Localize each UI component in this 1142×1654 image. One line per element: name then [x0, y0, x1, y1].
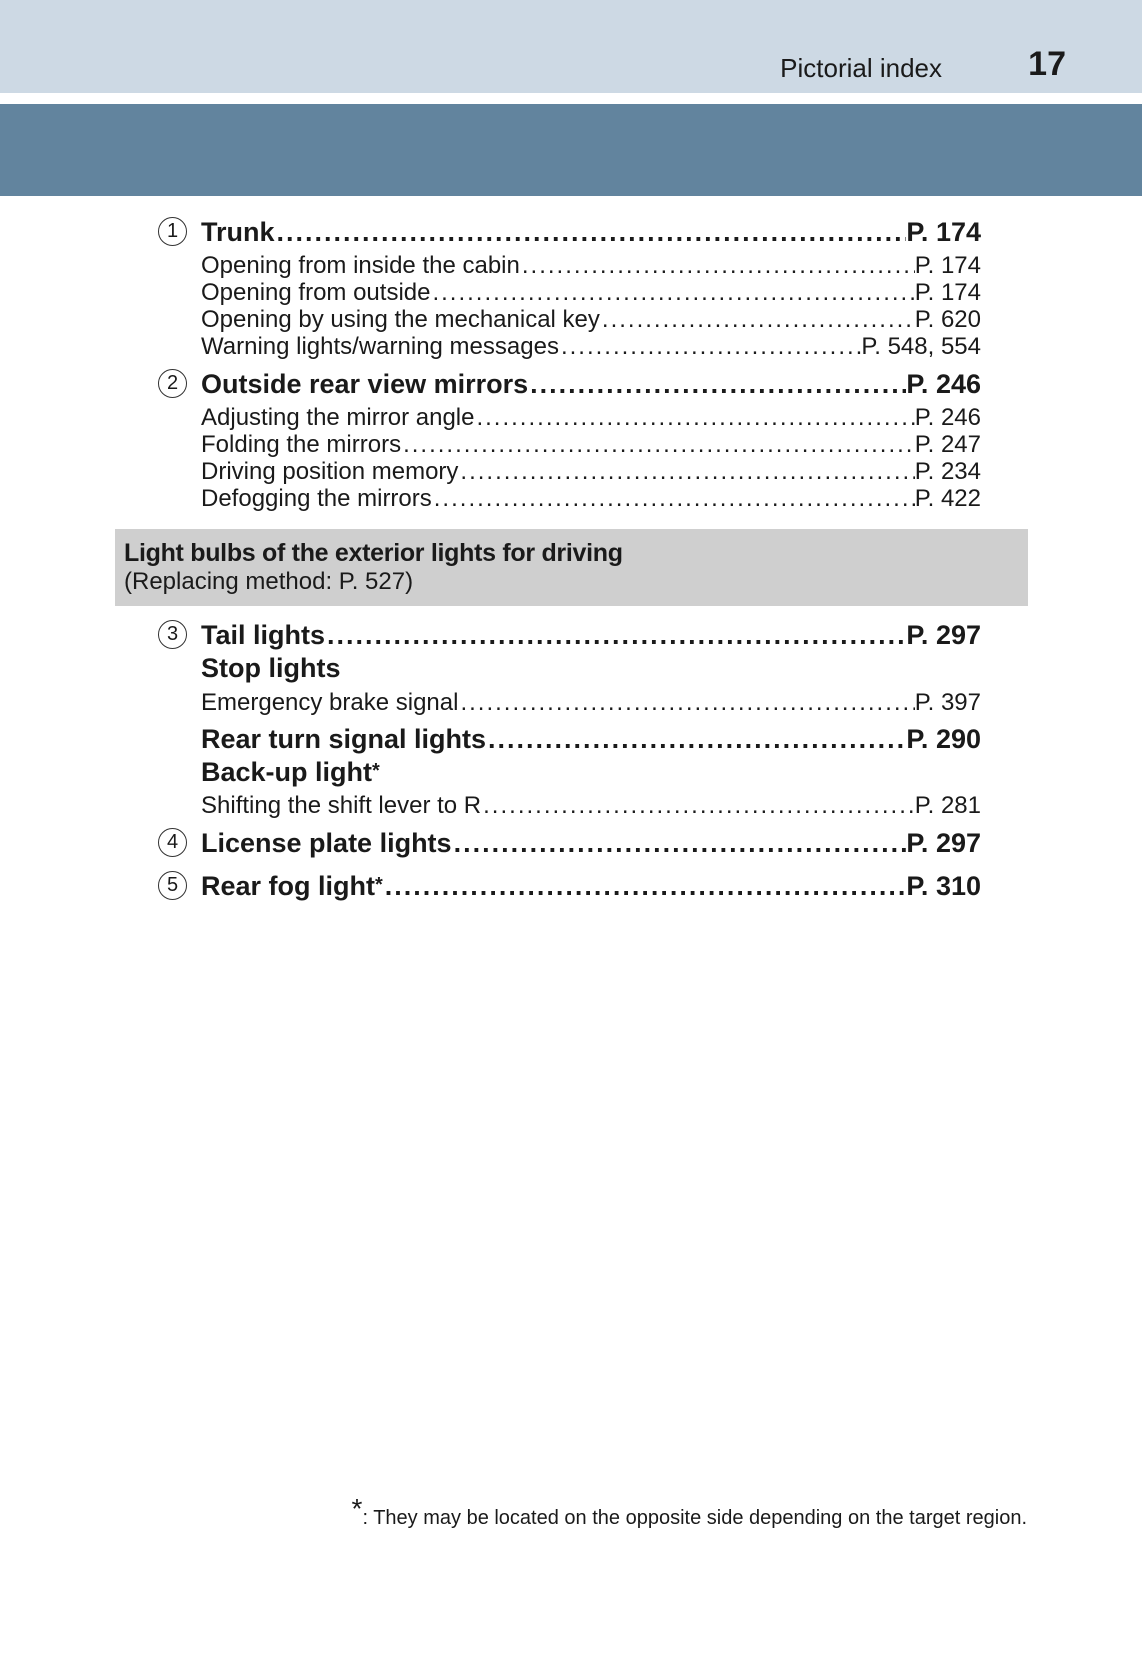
entry-label: Outside rear view mirrors [201, 369, 529, 399]
header-band [0, 0, 1142, 93]
section-header-title: Light bulbs of the exterior lights for driving [124, 539, 623, 567]
index-entry-back-up-light [201, 756, 380, 792]
dot-leader [528, 368, 906, 401]
page-reference[interactable]: P. 281 [914, 792, 981, 819]
entry-label: Back-up light [201, 757, 373, 787]
page-reference[interactable]: P. 297 [906, 620, 981, 650]
index-entry-rear-turn-signal[interactable] [201, 723, 981, 756]
sub-entry[interactable] [201, 485, 981, 512]
dot-leader [520, 252, 915, 279]
dot-leader [275, 216, 907, 249]
entry-label: Opening from inside the cabin [201, 252, 520, 279]
dot-leader [432, 485, 915, 512]
entry-label: Warning lights/warning messages [201, 333, 559, 360]
sub-entry[interactable] [201, 279, 981, 306]
dot-leader [401, 431, 915, 458]
dot-leader [383, 870, 907, 903]
dot-leader [458, 689, 914, 716]
dot-leader [474, 404, 914, 431]
page-reference[interactable]: P. 310 [906, 871, 981, 901]
dot-leader [325, 619, 906, 652]
dot-leader [430, 279, 914, 306]
page-reference[interactable]: P. 397 [914, 689, 981, 716]
sub-entry[interactable] [201, 458, 981, 485]
entry-label: Folding the mirrors [201, 431, 402, 458]
index-entry-license-plate-lights[interactable] [201, 827, 981, 860]
index-entry-outside-mirrors[interactable] [201, 368, 981, 401]
entry-label: Emergency brake signal [201, 689, 459, 716]
asterisk-marker: * [375, 874, 383, 896]
page-reference[interactable]: P. 620 [914, 306, 981, 333]
entry-label: Opening by using the mechanical key [201, 306, 600, 333]
sub-entry[interactable] [201, 333, 981, 360]
entry-label: Rear fog light* [201, 871, 383, 901]
entry-label: Tail lights [201, 620, 326, 650]
callout-number-3: 3 [158, 620, 187, 649]
page-reference[interactable]: P. 246 [914, 404, 981, 431]
dot-leader [486, 723, 906, 756]
sub-entry[interactable] [201, 404, 981, 431]
dot-leader [452, 827, 907, 860]
index-entry-stop-lights: Stop lights [201, 653, 341, 683]
dot-leader [458, 458, 914, 485]
sub-entry[interactable] [201, 792, 981, 819]
sub-entry[interactable] [201, 431, 981, 458]
entry-label: Defogging the mirrors [201, 485, 432, 512]
sub-entry[interactable] [201, 306, 981, 333]
page-number: 17 [1028, 45, 1066, 83]
footnote-text: : They may be located on the opposite side depending on the target region. [362, 1507, 1027, 1529]
index-entry-trunk[interactable] [201, 216, 981, 249]
entry-label: Adjusting the mirror angle [201, 404, 475, 431]
header-divider [0, 93, 1142, 104]
callout-number-4: 4 [158, 828, 187, 857]
page-reference[interactable]: P. 247 [914, 431, 981, 458]
page-reference[interactable]: P. 422 [914, 485, 981, 512]
index-entry-rear-fog-light[interactable] [201, 870, 981, 903]
page-reference[interactable]: P. 290 [906, 724, 981, 754]
section-title: Pictorial index [780, 53, 942, 83]
callout-number-5: 5 [158, 871, 187, 900]
entry-label: Driving position memory [201, 458, 459, 485]
entry-label: Opening from outside [201, 279, 431, 306]
page-reference[interactable]: P. 174 [914, 279, 981, 306]
page-reference[interactable]: P. 548, 554 [861, 333, 981, 360]
page-reference[interactable]: P. 297 [906, 828, 981, 858]
callout-number-1: 1 [158, 217, 187, 246]
footnote-asterisk: * [351, 1493, 363, 1524]
asterisk-marker: * [372, 760, 380, 782]
page-reference[interactable]: P. 234 [914, 458, 981, 485]
entry-label: Trunk [201, 217, 275, 247]
dot-leader [559, 333, 861, 360]
dot-leader [600, 306, 915, 333]
entry-label: Shifting the shift lever to R [201, 792, 482, 819]
index-entry-tail-lights[interactable] [201, 619, 981, 652]
page-reference[interactable]: P. 246 [906, 369, 981, 399]
dot-leader [481, 792, 915, 819]
footnote [351, 1493, 1027, 1533]
sub-entry[interactable] [201, 689, 981, 716]
callout-number-2: 2 [158, 369, 187, 398]
section-header-box [115, 529, 1028, 606]
page-reference[interactable]: P. 174 [906, 217, 981, 247]
section-color-band [0, 104, 1142, 196]
entry-label: Rear turn signal lights [201, 724, 487, 754]
page-reference[interactable]: P. 174 [914, 252, 981, 279]
section-header-subtitle: (Replacing method: P. 527) [124, 568, 414, 595]
entry-label: License plate lights [201, 828, 452, 858]
sub-entry[interactable] [201, 252, 981, 279]
